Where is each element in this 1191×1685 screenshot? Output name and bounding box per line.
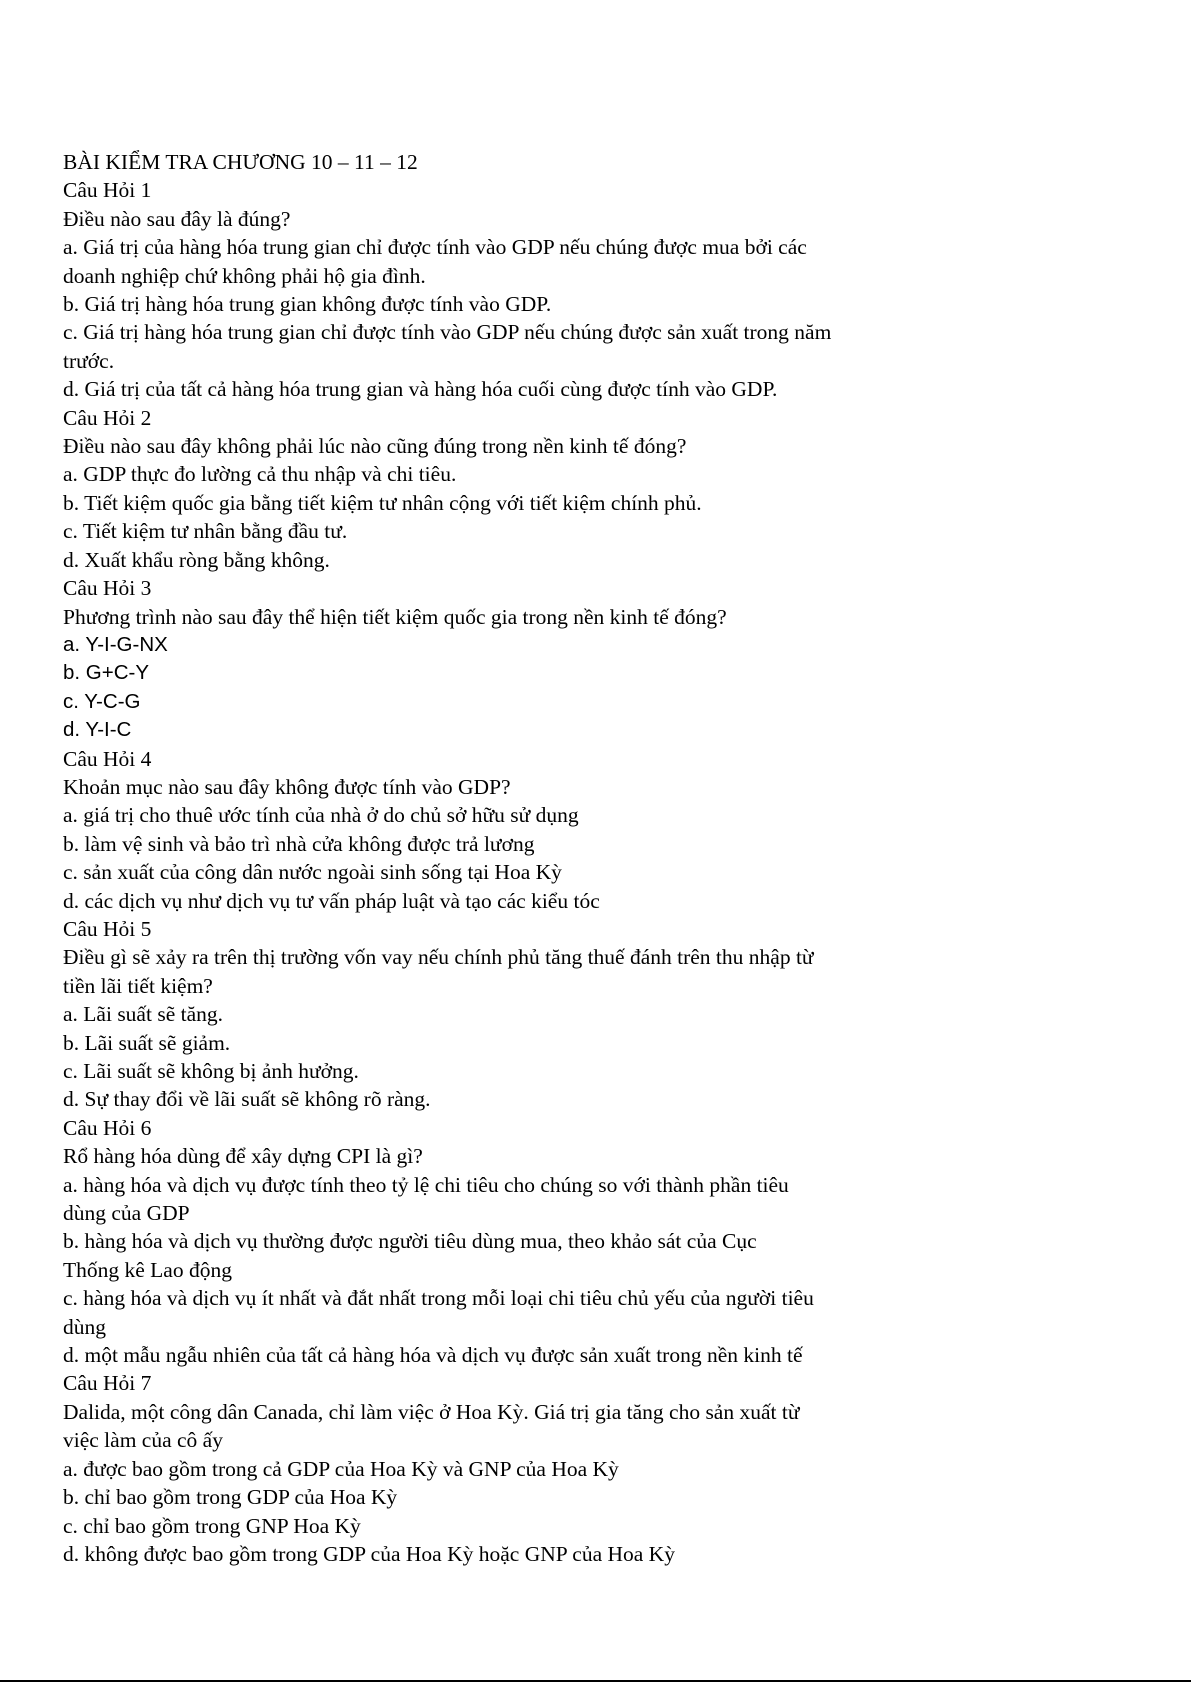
answer-option	[63, 233, 1103, 290]
question-prompt: Dalida, một công dân Canada, chỉ làm việc ở Hoa Kỳ. Giá trị gia tăng cho sản xuất từ	[63, 1399, 800, 1424]
question-6	[63, 1114, 1103, 1370]
answer-option	[63, 1483, 1103, 1511]
question-5	[63, 915, 1103, 1114]
answer-option	[63, 489, 1103, 517]
answer-option-text: c. Tiết kiệm tư nhân bằng đầu tư.	[63, 519, 348, 544]
question-7	[63, 1369, 1103, 1568]
question-1	[63, 176, 1103, 403]
answer-option-text: b. làm vệ sinh và bảo trì nhà cửa không được trả lương	[63, 831, 535, 856]
answer-option-text: d. Xuất khẩu ròng bằng không.	[63, 547, 330, 572]
question-heading: Câu Hỏi 5	[63, 916, 152, 941]
answer-option	[63, 1284, 1103, 1341]
footer-divider	[0, 1680, 1191, 1682]
answer-option-text: trước.	[63, 348, 115, 373]
answer-option	[63, 290, 1103, 318]
answer-option-text: doanh nghiệp chứ không phải hộ gia đình.	[63, 263, 426, 288]
answer-option-text: a. giá trị cho thuê ước tính của nhà ở do chủ sở hữu sử dụng	[63, 803, 579, 828]
answer-option	[63, 1341, 1103, 1369]
answer-option	[63, 375, 1103, 403]
question-prompt: Điều nào sau đây là đúng?	[63, 206, 291, 231]
answer-option	[63, 517, 1103, 545]
question-heading: Câu Hỏi 6	[63, 1115, 152, 1140]
answer-option	[63, 1540, 1103, 1568]
answer-option	[63, 460, 1103, 488]
answer-option-text: a. Giá trị của hàng hóa trung gian chỉ được tính vào GDP nếu chúng được mua bởi các	[63, 235, 807, 260]
answer-option-text: a. Y-I-G-NX	[63, 632, 168, 656]
question-prompt: tiền lãi tiết kiệm?	[63, 973, 213, 998]
question-prompt: Điều gì sẽ xảy ra trên thị trường vốn vay nếu chính phủ tăng thuế đánh trên thu nhập từ	[63, 945, 814, 970]
answer-option-text: a. được bao gồm trong cả GDP của Hoa Kỳ và GNP của Hoa Kỳ	[63, 1456, 619, 1481]
answer-option	[63, 688, 1103, 716]
answer-option	[63, 1057, 1103, 1085]
answer-option-text: b. G+C-Y	[63, 661, 150, 685]
question-prompt: Khoản mục nào sau đây không được tính vào GDP?	[63, 774, 511, 799]
answer-option	[63, 1085, 1103, 1113]
answer-option-text: d. một mẫu ngẫu nhiên của tất cả hàng hóa và dịch vụ được sản xuất trong nền kinh tế	[63, 1343, 803, 1368]
answer-option-text: dùng của GDP	[63, 1201, 190, 1226]
question-2	[63, 404, 1103, 574]
answer-option-text: c. Lãi suất sẽ không bị ảnh hưởng.	[63, 1059, 359, 1083]
answer-option-text: a. GDP thực đo lường cả thu nhập và chi tiêu.	[63, 462, 457, 487]
answer-option	[63, 887, 1103, 915]
question-heading: Câu Hỏi 1	[63, 178, 152, 203]
answer-option-text: c. hàng hóa và dịch vụ ít nhất và đắt nhất trong mỗi loại chi tiêu chủ yếu của người tiêu	[63, 1286, 814, 1311]
answer-option-text: d. không được bao gồm trong GDP của Hoa Kỳ hoặc GNP của Hoa Kỳ	[63, 1541, 675, 1566]
answer-option	[63, 1227, 1103, 1284]
answer-option-text: b. chỉ bao gồm trong GDP của Hoa Kỳ	[63, 1485, 398, 1510]
answer-option	[63, 1512, 1103, 1540]
question-heading: Câu Hỏi 3	[63, 576, 152, 601]
answer-option-text: c. Y-C-G	[63, 689, 141, 713]
answer-option-text: d. các dịch vụ như dịch vụ tư vấn pháp luật và tạo các kiểu tóc	[63, 888, 600, 913]
question-4	[63, 745, 1103, 915]
answer-option-text: b. Giá trị hàng hóa trung gian không được tính vào GDP.	[63, 292, 552, 317]
answer-option-text: c. sản xuất của công dân nước ngoài sinh sống tại Hoa Kỳ	[63, 860, 562, 885]
answer-option	[63, 546, 1103, 574]
answer-option-text: a. hàng hóa và dịch vụ được tính theo tỷ lệ chi tiêu cho chúng so với thành phần tiêu	[63, 1172, 789, 1197]
answer-option	[63, 830, 1103, 858]
answer-option-text: d. Giá trị của tất cả hàng hóa trung gian và hàng hóa cuối cùng được tính vào GDP.	[63, 377, 778, 402]
answer-option	[63, 1171, 1103, 1228]
answer-option	[63, 858, 1103, 886]
question-prompt: việc làm của cô ấy	[63, 1428, 223, 1453]
question-heading: Câu Hỏi 2	[63, 405, 152, 430]
answer-option	[63, 716, 1103, 744]
question-heading: Câu Hỏi 7	[63, 1371, 152, 1396]
answer-option	[63, 1029, 1103, 1057]
document-title: BÀI KIỂM TRA CHƯƠNG 10 – 11 – 12	[63, 150, 418, 174]
answer-option-text: d. Y-I-C	[63, 718, 132, 742]
answer-option	[63, 801, 1103, 829]
answer-option-text: b. hàng hóa và dịch vụ thường được người tiêu dùng mua, theo khảo sát của Cục	[63, 1229, 757, 1254]
answer-option	[63, 659, 1103, 687]
answer-option	[63, 318, 1103, 375]
answer-option-text: c. chỉ bao gồm trong GNP Hoa Kỳ	[63, 1513, 361, 1538]
answer-option-text: dùng	[63, 1314, 106, 1339]
document-page	[63, 148, 1103, 1568]
answer-option	[63, 1455, 1103, 1483]
answer-option-text: c. Giá trị hàng hóa trung gian chỉ được tính vào GDP nếu chúng được sản xuất trong năm	[63, 320, 832, 345]
answer-option-text: Thống kê Lao động	[63, 1257, 232, 1282]
question-prompt: Phương trình nào sau đây thể hiện tiết kiệm quốc gia trong nền kinh tế đóng?	[63, 604, 727, 629]
answer-option-text: a. Lãi suất sẽ tăng.	[63, 1002, 224, 1027]
question-prompt: Rổ hàng hóa dùng để xây dựng CPI là gì?	[63, 1144, 423, 1169]
answer-option	[63, 631, 1103, 659]
question-3	[63, 574, 1103, 744]
question-heading: Câu Hỏi 4	[63, 746, 152, 771]
answer-option-text: d. Sự thay đổi về lãi suất sẽ không rõ ràng.	[63, 1087, 431, 1112]
answer-option	[63, 1000, 1103, 1028]
question-list	[63, 176, 1103, 1568]
answer-option-text: b. Lãi suất sẽ giảm.	[63, 1030, 231, 1055]
question-prompt: Điều nào sau đây không phải lúc nào cũng đúng trong nền kinh tế đóng?	[63, 434, 687, 459]
answer-option-text: b. Tiết kiệm quốc gia bằng tiết kiệm tư nhân cộng với tiết kiệm chính phủ.	[63, 490, 702, 515]
